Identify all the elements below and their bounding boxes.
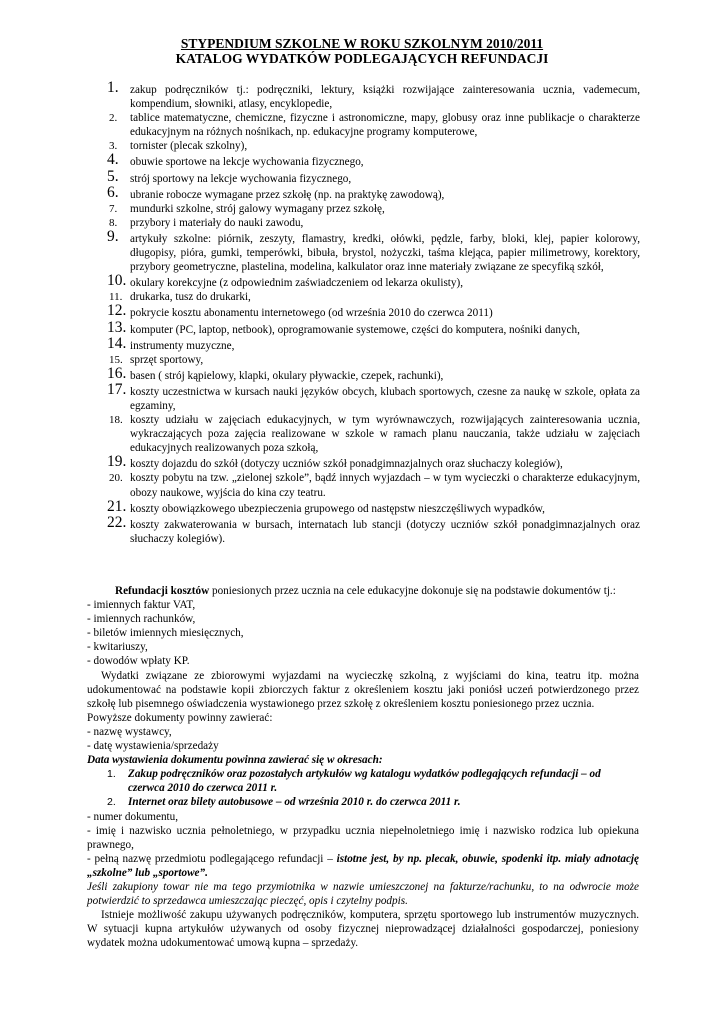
catalog-item — [100, 380, 640, 413]
contain-item: - nazwę wystawcy, — [87, 725, 172, 738]
catalog-item-number: 1. — [107, 79, 119, 96]
catalog-item-text: koszty uczestnictwa w kursach nauki języków obcych, klubach sportowych, czesne za naukę w szkole, opłata za egzaminy, — [130, 385, 640, 412]
document-type-item: - dowodów wpłaty KP. — [87, 655, 190, 668]
period-item — [87, 767, 639, 795]
used-goods-paragraph: Istnieje możliwość zakupu używanych podręczników, komputera, sprzętu sportowego lub instrumentów muzycznych. W sytuacji kupna artykułów używanych od osoby fizycznej nieprowadzącej działalności gospodarczej, poniesiony wydatek można udokumentować umową kupna – sprzedaży. — [87, 909, 639, 950]
catalog-item — [100, 364, 640, 383]
catalog-item-text: koszty obowiązkowego ubezpieczenia grupowego od następstw nieszczęśliwych wypadków, — [130, 502, 545, 515]
catalog-item — [100, 79, 640, 111]
contain-item: - numer dokumentu, — [87, 810, 179, 823]
period-number: 2. — [107, 796, 116, 809]
catalog-item — [100, 302, 640, 320]
catalog-item-text: sprzęt sportowy, — [130, 353, 204, 366]
contain-item: - imię i nazwisko ucznia pełnoletniego, w przypadku ucznia niepełnoletniego imię i nazwisko rodzica lub opiekuna prawnego, — [87, 824, 639, 851]
seller-note: Jeśli zakupiony towar nie ma tego przymiotnika w nazwie umieszczonej na fakturze/rachunku, to na odwrocie może potwierdzić to sprzedawca umieszczając pieczęć, opis i czytelny podpis. — [87, 880, 639, 908]
catalog-item-number: 7. — [109, 202, 118, 215]
catalog-item-number: 11. — [109, 291, 123, 304]
catalog-item-text: okulary korekcyjne (z odpowiednim zaświadczeniem od lekarza okulisty), — [130, 277, 464, 290]
refund-lead — [87, 584, 639, 598]
document-type-item: - kwitariuszy, — [87, 641, 148, 654]
catalog-item-number: 3. — [109, 140, 118, 153]
catalog-item — [100, 151, 640, 169]
catalog-item-text: basen ( strój kąpielowy, klapki, okulary pływackie, czepek, rachunki), — [130, 369, 444, 382]
document-type-item: - imiennych rachunków, — [87, 613, 196, 626]
catalog-item — [100, 413, 640, 455]
catalog-item-number: 10. — [107, 272, 127, 290]
document-subtitle: KATALOG WYDATKÓW PODLEGAJĄCYCH REFUNDACJI — [175, 51, 549, 66]
period-item — [87, 795, 639, 809]
period-number: 1. — [107, 768, 116, 781]
catalog-item — [100, 183, 640, 202]
catalog-item — [100, 111, 640, 139]
date-heading: Data wystawienia dokumentu powinna zawierać się w okresach: — [87, 754, 383, 767]
catalog-item-text: koszty zakwaterowania w bursach, internatach lub stancji (dotyczy uczniów szkół ponadgimnazjalnych oraz słuchaczy kolegiów). — [130, 518, 640, 545]
catalog-item — [100, 513, 640, 546]
catalog-item-number: 20. — [109, 472, 123, 485]
catalog-item-number: 2. — [109, 112, 118, 125]
catalog-item-text: obuwie sportowe na lekcje wychowania fizycznego, — [130, 156, 364, 169]
item-name-requirement — [87, 852, 639, 880]
refund-section — [87, 584, 639, 950]
catalog-item — [100, 471, 640, 499]
catalog-item — [100, 497, 640, 516]
catalog-item-number: 21. — [107, 497, 127, 515]
catalog-item — [100, 202, 640, 216]
catalog-item-number: 5. — [107, 167, 119, 185]
catalog-item-number: 8. — [109, 216, 118, 229]
catalog-item-text: koszty pobytu na tzw. „zielonej szkole”, bądź innych wyjazdach – w tym wycieczki o charakterze edukacyjnym, obozy naukowe, wyjścia do kina czy teatru. — [130, 472, 640, 499]
catalog-item-number: 13. — [107, 318, 127, 336]
should-contain-heading: Powyższe dokumenty powinny zawierać: — [87, 711, 273, 724]
catalog-item — [100, 167, 640, 186]
document-type-item: - biletów imiennych miesięcznych, — [87, 627, 244, 640]
expense-catalog-list — [100, 81, 640, 546]
catalog-item-number: 17. — [107, 380, 127, 398]
catalog-item — [100, 318, 640, 337]
catalog-item-text: komputer (PC, laptop, netbook), oprogramowanie systemowe, części do komputera, nośniki danych, — [130, 323, 580, 336]
catalog-item-text: przybory i materiały do nauki zawodu, — [130, 216, 304, 229]
catalog-item-number: 6. — [107, 183, 119, 201]
catalog-item-number: 18. — [109, 414, 123, 427]
catalog-item-text: pokrycie kosztu abonamentu internetowego (od września 2010 do czerwca 2011) — [130, 307, 493, 320]
item-name-bold: istotne jest, by np. plecak, obuwie, spodenki itp. miały adnotację „szkolne” lub „sportowe”. — [87, 852, 639, 879]
catalog-item — [100, 216, 640, 230]
group-trips-paragraph: Wydatki związane ze zbiorowymi wyjazdami na wycieczkę szkolną, z wyjściami do kina, teatru itp. można udokumentować na podstawie kopii zbiorczych faktur z określeniem kosztu jaki poniósł uczeń potwierdzonego przez szkołę lub pisemnego oświadczenia wystawionego przez szkołę z określeniem kosztu poniesionego przez ucznia. — [87, 669, 639, 710]
catalog-item — [100, 353, 640, 367]
catalog-item-text: mundurki szkolne, strój galowy wymagany przez szkołę, — [130, 202, 385, 215]
catalog-item-text: tornister (plecak szkolny), — [130, 140, 248, 153]
catalog-item — [100, 139, 640, 153]
document-title: STYPENDIUM SZKOLNE W ROKU SZKOLNYM 2010/2011 — [180, 36, 544, 51]
catalog-item-number: 15. — [109, 353, 123, 366]
period-text: Internet oraz bilety autobusowe – od września 2010 r. do czerwca 2011 r. — [128, 796, 461, 809]
catalog-item-number: 9. — [107, 227, 119, 245]
catalog-item-text: strój sportowy na lekcje wychowania fizycznego, — [130, 172, 352, 185]
catalog-item-number: 22. — [107, 513, 127, 531]
catalog-item-text: ubranie robocze wymagane przez szkołę (np. na praktykę zawodową), — [130, 188, 445, 201]
catalog-item-text: koszty dojazdu do szkół (dotyczy uczniów szkół ponadgimnazjalnych oraz słuchaczy kolegiów), — [130, 458, 563, 471]
item-name-plain: - pełną nazwę przedmiotu podlegającego refundacji – — [87, 852, 337, 865]
catalog-item-text: zakup podręczników tj.: podręczniki, lektury, książki rozwijające zainteresowania ucznia, vademecum, kompendium, słowniki, atlasy, encyklopedie, — [130, 84, 640, 111]
catalog-item-number: 14. — [107, 334, 127, 352]
refund-lead-bold: Refundacji kosztów — [115, 585, 210, 597]
periods-list — [87, 767, 639, 809]
catalog-item-text: drukarka, tusz do drukarki, — [130, 291, 251, 304]
catalog-item — [100, 334, 640, 353]
period-text: Zakup podręczników oraz pozostałych artykułów wg katalogu wydatków podlegających refundacji – od czerwca 2010 do czerwca 2011 r. — [128, 768, 601, 795]
catalog-item — [100, 272, 640, 290]
catalog-item-text: koszty udziału w zajęciach edukacyjnych, w tym wyrównawczych, rozwijających zainteresowania ucznia, wykraczających poza zajęcia realizowane w szkole w ramach planu nauczania, także udziału w zajęciach edukacyjnych realizowanych poza szkołą, — [130, 414, 640, 455]
catalog-item-number: 16. — [107, 364, 127, 382]
catalog-item-text: instrumenty muzyczne, — [130, 339, 235, 352]
catalog-item — [100, 290, 640, 304]
catalog-item-text: artykuły szkolne: piórnik, zeszyty, flamastry, kredki, ołówki, pędzle, farby, bloki, klej, papier kolorowy, długopisy, pióra, gumki, temperówki, bibuła, brystol, nożyczki, taśma klejąca, papier milimetrowy, korektory, przybory geometryczne, plastelina, modelina, kalkulator oraz inne materiały związane ze specyfiką szkół, — [130, 232, 640, 274]
catalog-item-number: 19. — [107, 453, 127, 471]
refund-lead-rest: poniesionych przez ucznia na cele edukacyjne dokonuje się na podstawie dokumentów tj.: — [209, 585, 616, 597]
document-type-item: - imiennych faktur VAT, — [87, 599, 196, 612]
catalog-item-number: 4. — [107, 151, 119, 169]
catalog-item — [100, 227, 640, 274]
catalog-item — [100, 453, 640, 471]
catalog-item-number: 12. — [107, 302, 127, 320]
catalog-item-text: tablice matematyczne, chemiczne, fizyczne i astronomiczne, mapy, globusy oraz inne publikacje o charakterze edukacyjnym na różnych nośnikach, np. edukacyjne programy komputerowe, — [130, 112, 640, 139]
contain-item: - datę wystawienia/sprzedaży — [87, 740, 219, 753]
